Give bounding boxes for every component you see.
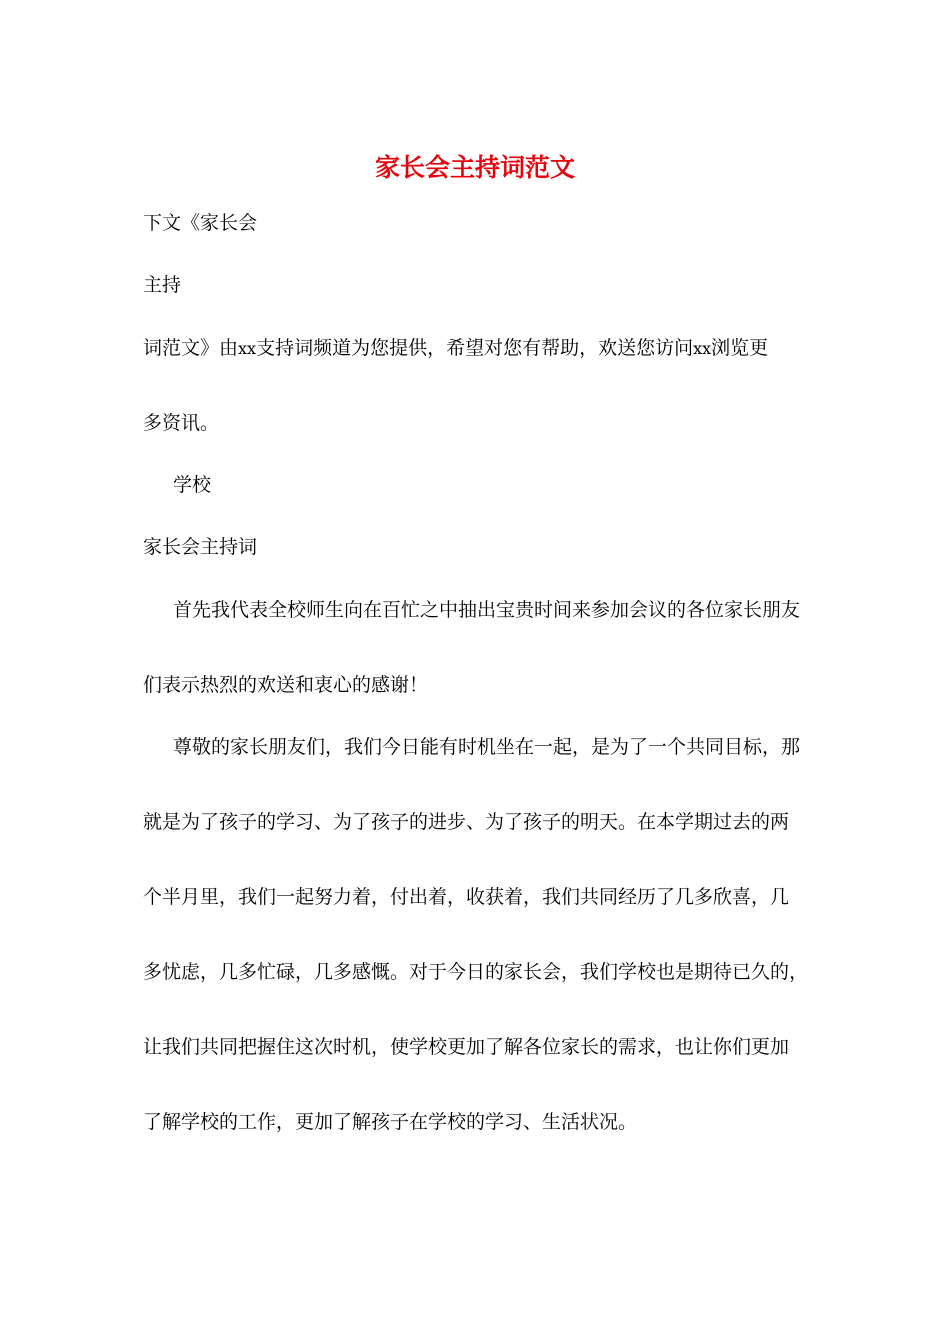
intro-line-3-part-3: 浏览更 <box>711 337 769 359</box>
para2-line-6: 了解学校的工作，更加了解孩子在学校的学习、生活状况。 <box>143 1111 638 1133</box>
intro-line-4: 多资讯。 <box>143 412 220 434</box>
para2-line-3: 个半月里，我们一起努力着，付出着，收获着，我们共同经历了几多欣喜，几 <box>143 886 790 908</box>
intro-line-3-part-2: 支持词频道为您提供，希望对您有帮助，欢送您访问 <box>256 337 694 359</box>
para2-line-4: 多忧虑，几多忙碌，几多感慨。对于今日的家长会，我们学校也是期待已久的， <box>143 961 809 983</box>
para1-line-1: 首先我代表全校师生向在百忙之中抽出宝贵时间来参加会议的各位家长朋友 <box>173 599 801 621</box>
site-placeholder-2: xx <box>693 339 712 358</box>
intro-line-1: 下文《家长会 <box>143 212 258 234</box>
intro-line-3 <box>143 334 768 363</box>
intro-line-3-part-1: 词范文》由 <box>143 337 239 359</box>
document-title: 家长会主持词范文 <box>374 153 575 182</box>
site-placeholder-1: xx <box>238 339 257 358</box>
para2-line-1: 尊敬的家长朋友们，我们今日能有时机坐在一起，是为了一个共同目标，那 <box>173 736 801 758</box>
intro-line-2: 主持 <box>143 274 182 296</box>
para2-line-2: 就是为了孩子的学习、为了孩子的进步、为了孩子的明天。在本学期过去的两 <box>143 811 790 833</box>
para2-line-5: 让我们共同把握住这次时机，使学校更加了解各位家长的需求，也让你们更加 <box>143 1036 790 1058</box>
heading-speech: 家长会主持词 <box>143 536 258 558</box>
heading-school: 学校 <box>173 474 212 496</box>
para1-line-2: 们表示热烈的欢送和衷心的感谢！ <box>143 674 429 696</box>
